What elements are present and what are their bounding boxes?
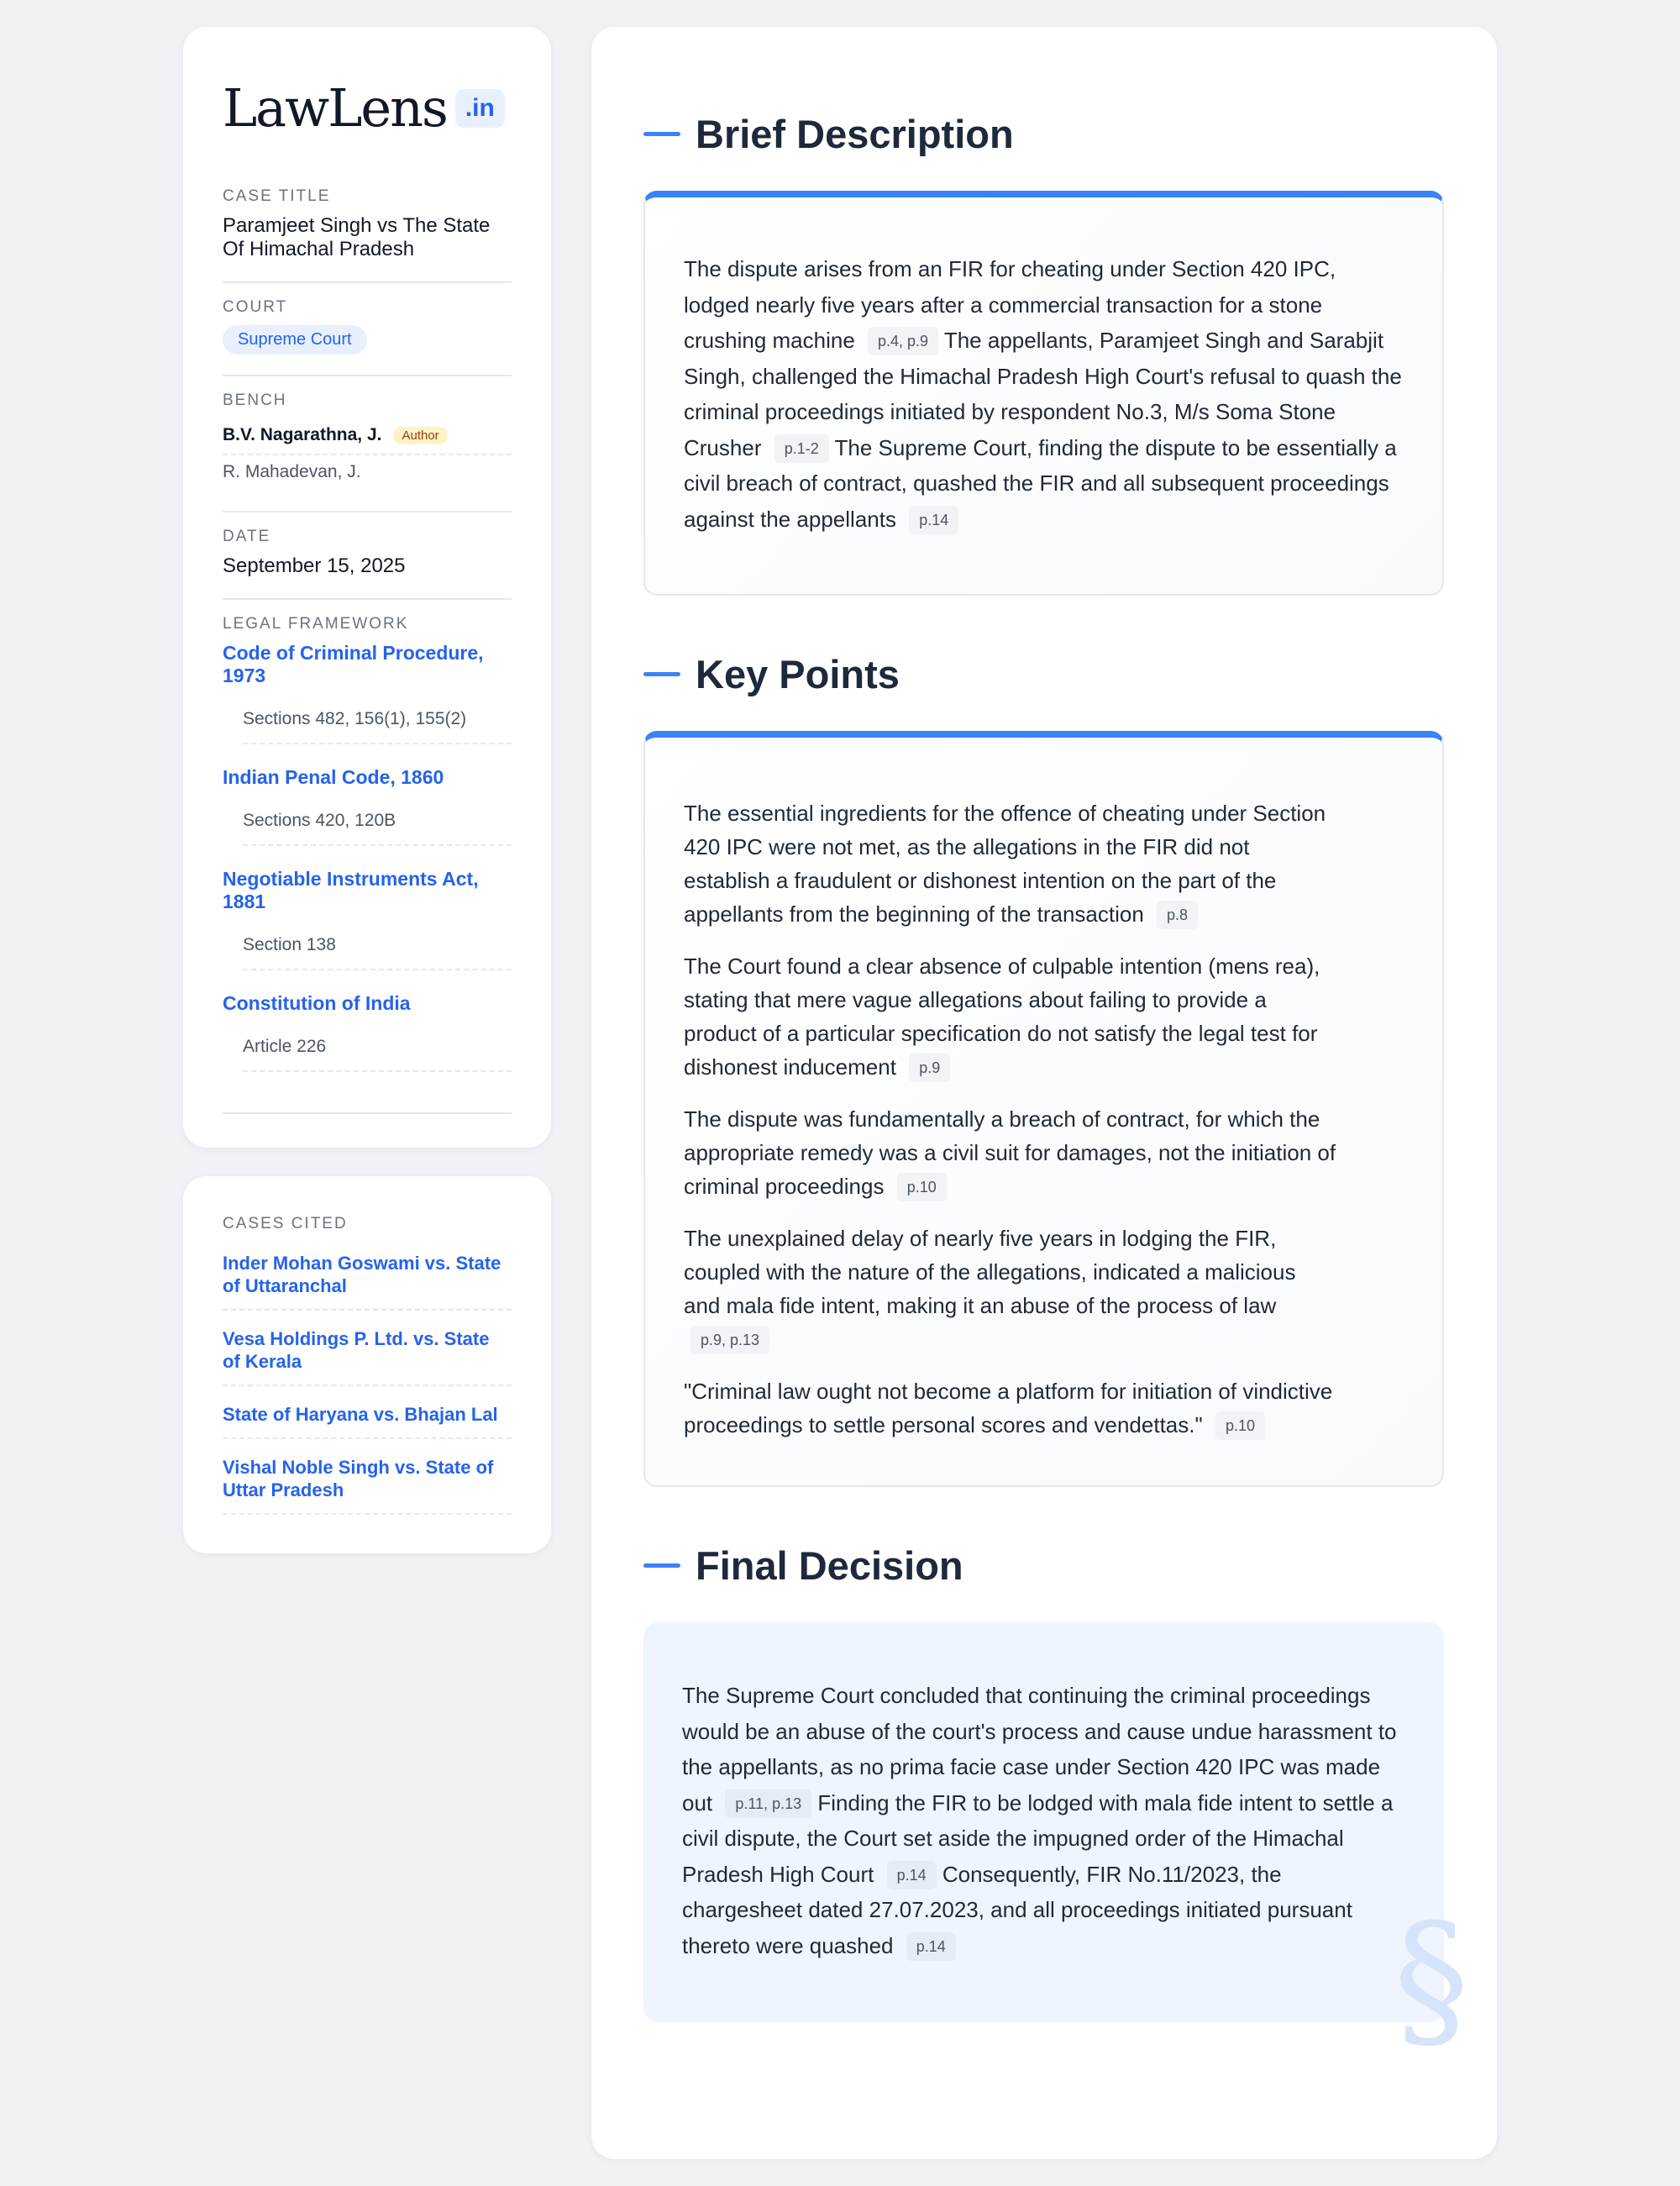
section-header bbox=[643, 651, 1444, 697]
court-section bbox=[223, 283, 512, 376]
court-label: COURT bbox=[223, 298, 288, 316]
act-sections: Sections 420, 120B bbox=[243, 811, 512, 846]
case-title-section bbox=[223, 172, 512, 283]
page-citation[interactable]: p.14 bbox=[906, 1932, 956, 1961]
judgment-date: September 15, 2025 bbox=[223, 554, 406, 577]
author-badge: Author bbox=[393, 427, 447, 444]
decision-text: Consequently, FIR No.11/2023, the chargesheet dated 27.07.2023, and all proceedings initiated pursuant thereto were quashed bbox=[682, 1861, 1352, 1958]
act-link-ipc[interactable]: Indian Penal Code, 1860 bbox=[223, 766, 444, 788]
final-decision-section bbox=[643, 1542, 1469, 2068]
cited-case-link[interactable]: Inder Mohan Goswami vs. State of Uttaranchal bbox=[223, 1245, 512, 1311]
key-point-text: The dispute was fundamentally a breach of contract, for which the appropriate remedy was a civil suit for damages, not the initiation of criminal proceedings bbox=[684, 1106, 1336, 1199]
key-point bbox=[684, 949, 1404, 1084]
page-citation[interactable]: p.1-2 bbox=[774, 434, 829, 463]
decision-text: Finding the FIR to be lodged with mala fide intent to settle a civil dispute, the Court set aside the impugned order of the Himachal Pradesh High Court bbox=[682, 1789, 1394, 1887]
page-citation[interactable]: p.8 bbox=[1157, 901, 1198, 929]
page-citation[interactable]: p.4, p.9 bbox=[868, 327, 938, 355]
key-point bbox=[684, 1222, 1404, 1356]
act-link-crpc[interactable]: Code of Criminal Procedure, 1973 bbox=[223, 642, 484, 686]
section-title: Key Points bbox=[696, 652, 900, 696]
act-link-ni-act[interactable]: Negotiable Instruments Act, 1881 bbox=[223, 868, 479, 912]
page-citation[interactable]: p.9, p.13 bbox=[690, 1326, 769, 1354]
act-sections: Section 138 bbox=[243, 935, 512, 970]
key-point-quote bbox=[684, 1374, 1404, 1442]
section-title: Final Decision bbox=[696, 1543, 963, 1588]
section-accent-bar bbox=[643, 132, 680, 136]
key-point bbox=[684, 1102, 1404, 1203]
logo-domain-badge: .in bbox=[455, 89, 505, 128]
key-point-text: The unexplained delay of nearly five years in lodging the FIR, coupled with the nature of the allegations, indicated a malicious and mala fide intent, making it an abuse of the process of law bbox=[684, 1226, 1296, 1318]
cases-cited-label: CASES CITED bbox=[223, 1215, 348, 1232]
brief-text: The dispute arises from an FIR for cheating under Section 420 IPC, lodged nearly five years after a commercial transaction for a stone crushing machine bbox=[684, 256, 1336, 353]
section-header bbox=[643, 1542, 1444, 1589]
section-title: Brief Description bbox=[696, 112, 1014, 156]
section-accent-bar bbox=[643, 1563, 680, 1568]
key-point-text: The essential ingredients for the offence of cheating under Section 420 IPC were not met, as the allegations in the FIR did not establish a fraudulent or dishonest intention on the part of the appellants from the beginning of the transaction bbox=[684, 801, 1326, 927]
logo-text: LawLens bbox=[223, 77, 447, 139]
key-points-box bbox=[643, 731, 1444, 1487]
legal-framework-section bbox=[223, 600, 512, 1114]
page-citation[interactable]: p.14 bbox=[887, 1861, 937, 1889]
key-point-text: "Criminal law ought not become a platform for initiation of vindictive proceedings to settle personal scores and vendettas." bbox=[684, 1379, 1333, 1437]
brief-text: The Supreme Court, finding the dispute to be essentially a civil breach of contract, quashed the FIR and all subsequent proceedings against the appellants bbox=[684, 434, 1397, 532]
act-sections: Sections 482, 156(1), 155(2) bbox=[243, 709, 512, 744]
decision-text-block bbox=[682, 1678, 1405, 1963]
case-title-label: CASE TITLE bbox=[223, 187, 331, 205]
section-header bbox=[643, 111, 1444, 157]
section-sign-watermark-icon: § bbox=[1394, 1892, 1469, 2068]
act-sections: Article 226 bbox=[243, 1037, 512, 1072]
page-citation[interactable]: p.14 bbox=[909, 506, 958, 534]
date-label: DATE bbox=[223, 528, 271, 545]
brief-description-section bbox=[643, 111, 1444, 596]
cited-case-link[interactable]: Vishal Noble Singh vs. State of Uttar Pradesh bbox=[223, 1449, 512, 1515]
key-points-section bbox=[643, 651, 1444, 1487]
page-citation[interactable]: p.10 bbox=[1215, 1411, 1265, 1440]
bench-section bbox=[223, 376, 512, 512]
case-title: Paramjeet Singh vs The State Of Himachal Pradesh bbox=[223, 214, 491, 260]
main-content bbox=[591, 27, 1497, 2159]
bench-judge bbox=[223, 455, 512, 491]
date-section bbox=[223, 512, 512, 600]
logo[interactable] bbox=[223, 77, 512, 139]
act-link-constitution[interactable]: Constitution of India bbox=[223, 992, 411, 1014]
decision-text: The Supreme Court concluded that continuing the criminal proceedings would be an abuse of the court's process and cause undue harassment to the appellants, as no prima facie case under Section 420 IPC was made out bbox=[682, 1683, 1397, 1816]
sidebar bbox=[183, 27, 551, 1553]
page-citation[interactable]: p.11, p.13 bbox=[725, 1789, 811, 1818]
page-citation[interactable]: p.9 bbox=[909, 1054, 950, 1082]
cited-case-link[interactable]: State of Haryana vs. Bhajan Lal bbox=[223, 1396, 512, 1439]
case-info-card bbox=[183, 27, 551, 1148]
legal-framework-label: LEGAL FRAMEWORK bbox=[223, 615, 409, 633]
key-point bbox=[684, 796, 1404, 931]
court-badge: Supreme Court bbox=[223, 325, 367, 355]
brief-description-box bbox=[643, 191, 1444, 596]
judge-name: R. Mahadevan, J. bbox=[223, 462, 361, 481]
cited-case-link[interactable]: Vesa Holdings P. Ltd. vs. State of Kerala bbox=[223, 1321, 512, 1386]
bench-label: BENCH bbox=[223, 391, 287, 409]
page-citation[interactable]: p.10 bbox=[897, 1173, 947, 1201]
section-accent-bar bbox=[643, 672, 680, 676]
final-decision-box bbox=[643, 1622, 1469, 2068]
cases-cited-card bbox=[183, 1176, 551, 1553]
brief-text: The appellants, Paramjeet Singh and Sarabjit Singh, challenged the Himachal Pradesh High Court's refusal to quash the criminal proceedings initiated by respondent No.3, M/s Soma Stone Crusher bbox=[684, 328, 1402, 460]
judge-name: B.V. Nagarathna, J. bbox=[223, 425, 382, 444]
bench-judge-author bbox=[223, 418, 512, 455]
key-point-text: The Court found a clear absence of culpable intention (mens rea), stating that mere vague allegations about failing to provide a product of a particular specification do not satisfy the legal test for dishonest inducement bbox=[684, 954, 1320, 1080]
